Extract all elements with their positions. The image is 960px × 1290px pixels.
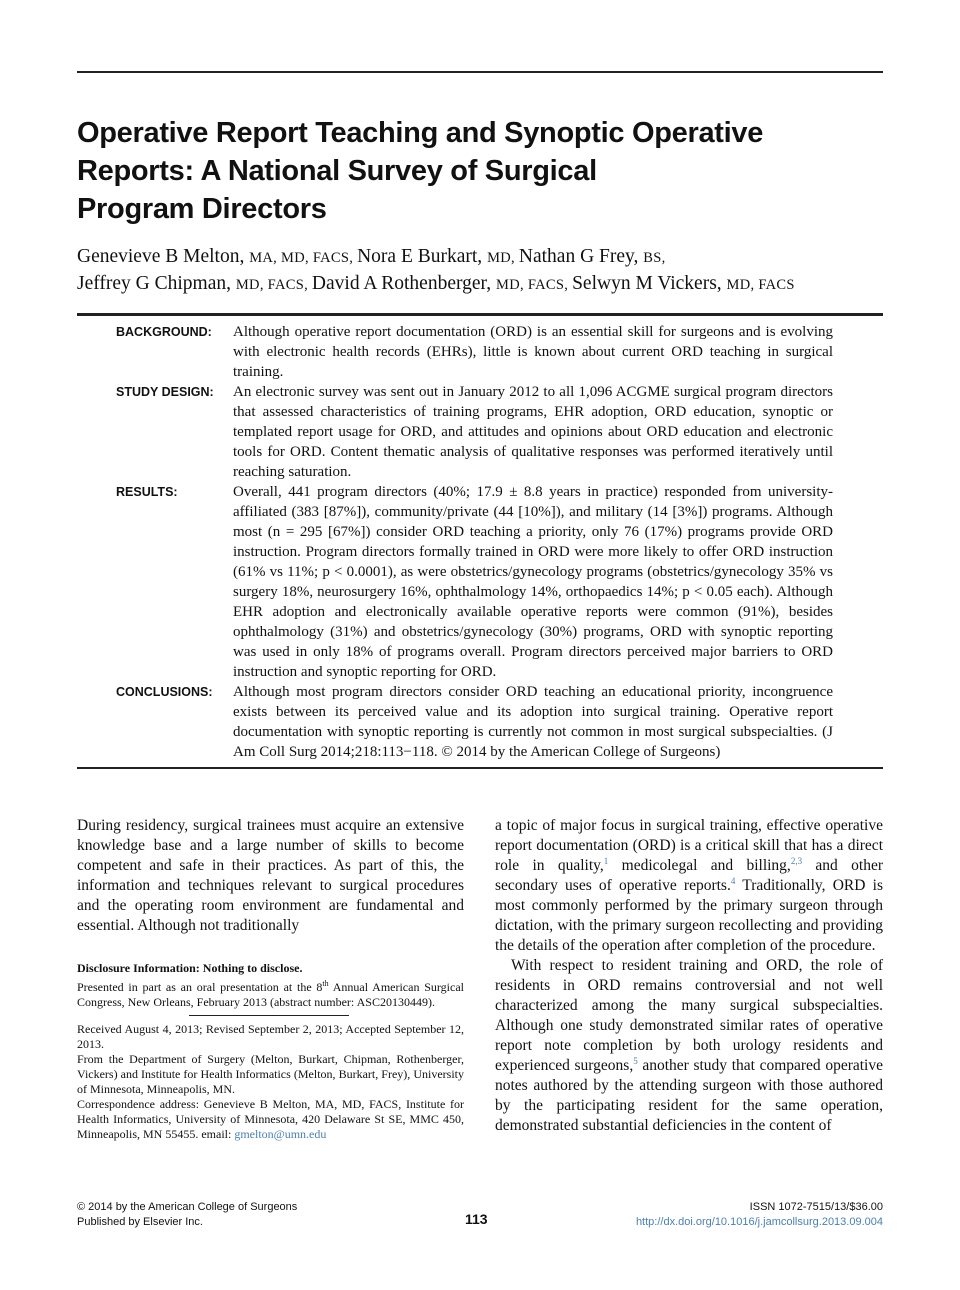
body-paragraph: During residency, surgical trainees must acquire an extensive knowledge base and a large number of skills to become competent and safe in their practices. As part of this, the information and techniques relevant to surgical procedures and the operating room environment are fundamental and essential. Although not traditionally <box>77 817 464 934</box>
title-line: Program Directors <box>77 193 327 225</box>
body-column-right <box>495 816 883 1136</box>
title-line: Operative Report Teaching and Synoptic Operative <box>77 117 764 149</box>
author-degrees: MD, <box>487 250 519 266</box>
abstract-label: CONCLUSIONS: <box>116 685 213 699</box>
presented-note: Presented in part as an oral presentation at the 8th Annual American Surgical Congress, New Orleans, February 2013 (abstract number: ASC20130449). <box>77 979 464 1009</box>
abstract-section-study-design <box>77 382 883 482</box>
author-degrees: MD, FACS, <box>235 277 312 293</box>
abstract-section-background <box>77 322 883 382</box>
author-name: Selwyn M Vickers, <box>572 273 727 294</box>
disclosure-note: Disclosure Information: Nothing to disclose. <box>77 961 303 975</box>
body-column-left <box>77 816 464 936</box>
author-name: David A Rothenberger, <box>311 273 497 294</box>
author-line <box>77 271 883 298</box>
author-degrees: MD, FACS <box>726 277 795 293</box>
top-rule <box>77 71 883 73</box>
reference-link[interactable]: 2,3 <box>790 855 803 866</box>
reference-link[interactable]: 1 <box>603 855 609 866</box>
footer-left <box>77 1200 297 1230</box>
abstract-text: Although operative report documentation (ORD) is an essential skill for surgeons and is evolving with electronic health records (EHRs), little is known about current ORD teaching in surgical training. <box>233 324 833 380</box>
title-line: Reports: A National Survey of Surgical <box>77 155 597 187</box>
body-paragraph: a topic of major focus in surgical training, effective operative report documentation (ORD) is a critical skill that has a direct role in quality,$^1$ medicolegal and billing,$^{2,3}$ and other secondary uses of operative reports.$^4$ Traditionally, ORD is most commonly performed by the primary surgeon through dictation, with the primary surgeon recollecting and providing the details of the operation after completion of the procedure. <box>495 817 883 954</box>
page-footer <box>77 1200 883 1236</box>
article-title <box>77 114 877 228</box>
author-degrees: BS, <box>643 250 666 266</box>
author-degrees: MA, MD, FACS, <box>249 250 358 266</box>
abstract-text: An electronic survey was sent out in January 2012 to all 1,096 ACGME surgical program directors that assessed characteristics of training programs, EHR adoption, ORD education, synoptic or templated report usage for ORD, and attitudes and opinions about ORD education and electronic tools for ORD. Content thematic analysis of qualitative responses was performed iteratively until reaching saturation. <box>233 384 833 480</box>
front-matter-notes <box>77 961 464 1142</box>
correspondence-note: Correspondence address: Genevieve B Melton, MA, MD, FACS, Institute for Health Informatics, University of Minnesota, 420 Delaware St SE, MMC 450, Minneapolis, MN 55455. email: gmelton@umn.edu <box>77 1097 464 1141</box>
abstract-text: Although most program directors consider ORD teaching an educational priority, incongruence exists between its perceived value and its adoption into surgical training. Operative report documentation with synoptic reporting is currently not common in most surgical subspecialties. (J Am Coll Surg 2014;218:113−118. © 2014 by the American College of Surgeons) <box>233 684 833 760</box>
publisher-text: Published by Elsevier Inc. <box>77 1216 203 1228</box>
author-list <box>77 244 883 298</box>
page-number: 113 <box>465 1211 488 1227</box>
author-line <box>77 244 883 271</box>
author-degrees: MD, FACS, <box>496 277 573 293</box>
abstract-text: Overall, 441 program directors (40%; 17.9 ± 8.8 years in practice) responded from university-affiliated (383 [87%]), community/private (44 [10%]), and military (14 [3%]) programs. Although most (n = 295 [67%]) consider ORD teaching a priority, only 76 (17%) programs provide ORD instruction. Program directors formally trained in ORD were more likely to offer ORD instruction (61% vs 11%; p < 0.0001), as were obstetrics/gynecology programs (obstetrics/gynecology 35% vs surgery 18%, neurosurgery 16%, ophthalmology 14%, orthopaedics 14%; p < 0.05 each). Although EHR adoption and electronically available operative reports were common (91%), besides ophthalmology (31%) and obstetrics/gynecology (30%) programs, ORD with synoptic reporting was used in only 18% of programs overall. Program directors perceived major barriers to ORD instruction and synoptic reporting for ORD. <box>233 484 833 680</box>
abstract-box <box>77 313 883 769</box>
doi-link[interactable]: http://dx.doi.org/10.1016/j.jamcollsurg.2013.09.004 <box>635 1216 883 1228</box>
notes-divider <box>189 1015 349 1016</box>
author-name: Nathan G Frey, <box>518 246 644 267</box>
abstract-label: STUDY DESIGN: <box>116 385 214 399</box>
abstract-section-results <box>77 482 883 682</box>
abstract-label: RESULTS: <box>116 485 178 499</box>
received-note: Received August 4, 2013; Revised September 2, 2013; Accepted September 12, 2013. <box>77 1022 464 1051</box>
author-name: Genevieve B Melton, <box>77 246 250 267</box>
abstract-label: BACKGROUND: <box>116 325 212 339</box>
affiliation-note: From the Department of Surgery (Melton, Burkart, Chipman, Rothenberger, Vickers) and Institute for Health Informatics (Melton, Burkart, Frey), University of Minnesota, Minneapolis, MN. <box>77 1052 464 1096</box>
author-name: Jeffrey G Chipman, <box>77 273 236 294</box>
copyright-text: © 2014 by the American College of Surgeons <box>77 1201 298 1213</box>
reference-link[interactable]: 5 <box>633 1055 638 1066</box>
abstract-section-conclusions <box>77 682 883 762</box>
issn-text: ISSN 1072-7515/13/$36.00 <box>749 1201 883 1213</box>
email-link[interactable]: gmelton@umn.edu <box>234 1127 327 1141</box>
reference-link[interactable]: 4 <box>730 875 736 886</box>
author-name: Nora E Burkart, <box>357 246 488 267</box>
body-paragraph: With respect to resident training and ORD, the role of residents in ORD remains controversial and not well characterized among the many surgical subspecialties. Although one study demonstrated similar rates of operative report note completion by both urology residents and experienced surgeons,$^5$ another study that compared operative notes authored by the attending surgeon with those authored by the participating resident for the same operation, demonstrated substantial deficiencies in the content of <box>495 957 883 1134</box>
footer-right <box>636 1200 883 1230</box>
